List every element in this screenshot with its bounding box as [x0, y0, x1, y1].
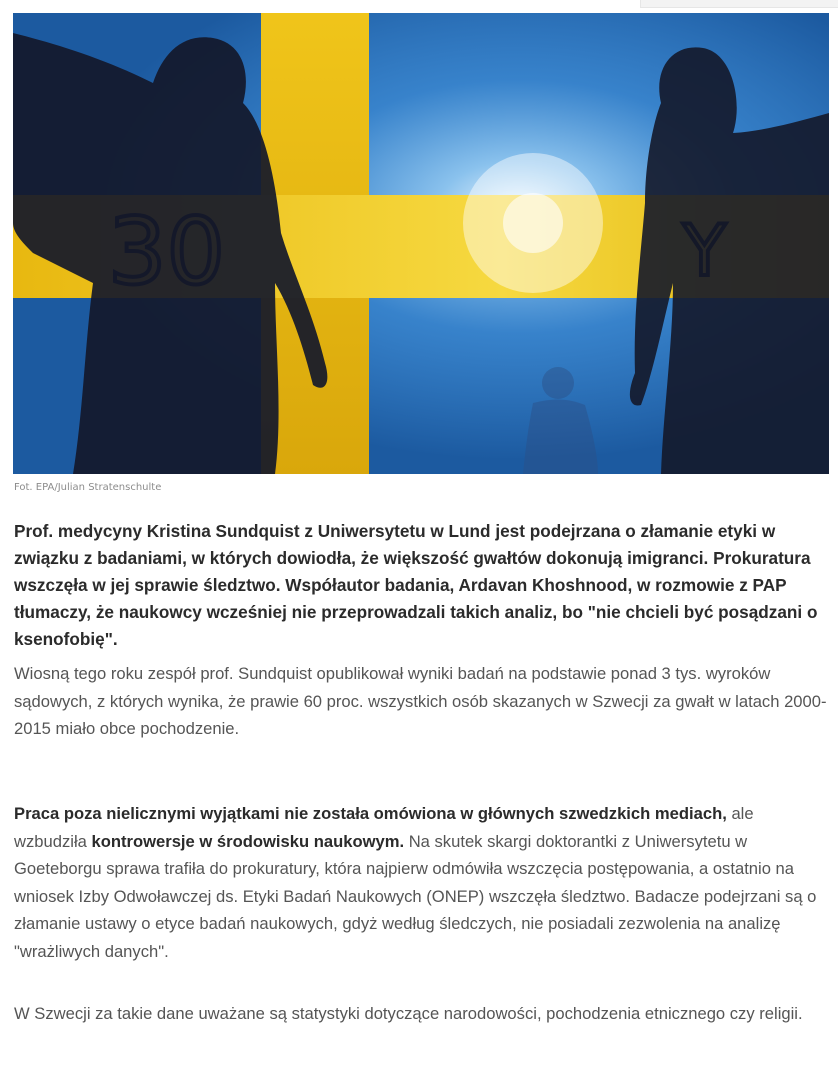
paragraph-2-text-1: ale wzbudziła	[14, 804, 754, 851]
paragraph-2-bold-controversy: kontrowersje w środowisku naukowym.	[91, 831, 405, 851]
paragraph-2-bold-intro: Praca poza nielicznymi wyjątkami nie została omówiona w głównych szwedzkich mediach,	[14, 804, 727, 823]
article-paragraph-3: W Szwecji za takie dane uważane są statystyki dotyczące narodowości, pochodzenia etnicznego czy religii.	[14, 1004, 803, 1023]
top-strip	[640, 0, 838, 8]
article-paragraph-2	[14, 800, 830, 965]
article-lead: Prof. medycyny Kristina Sundquist z Uniwersytetu w Lund jest podejrzana o złamanie etyki w związku z badaniami, w których dowiodła, że większość gwałtów dokonują imigranci. Prokuratura wszczęła w jej sprawie śledztwo. Współautor badania, Ardavan Khoshnood, w rozmowie z PAP tłumaczy, że naukowcy wcześniej nie przeprowadzali takich analiz, bo "nie chcieli być posądzani o ksenofobię".	[14, 521, 818, 649]
article-paragraph-1: Wiosną tego roku zespół prof. Sundquist opublikował wyniki badań na podstawie ponad 3 tys. wyroków sądowych, z których wynika, że prawie 60 proc. wszystkich osób skazanych w Szwecji za gwałt w latach 2000-2015 miało obce pochodzenie.	[14, 664, 827, 738]
article-photo	[13, 13, 829, 474]
swedish-flag-silhouettes-image	[13, 13, 829, 474]
paragraph-2-text-2: Na skutek skargi doktorantki z Uniwersytetu w Goeteborgu sprawa trafiła do prokuratury, która najpierw odmówiła wszczęcia postępowania, a ostatnio na wniosek Izby Odwoławczej ds. Etyki Badań Naukowych (ONEP) wszczęła śledztwo. Badacze podejrzani są o złamanie ustawy o etyce badań naukowych, gdyż według śledczych, nie posiadali zezwolenia na analizę "wrażliwych danych".	[14, 831, 817, 961]
photo-caption: Fot. EPA/Julian Stratenschulte	[14, 482, 162, 493]
